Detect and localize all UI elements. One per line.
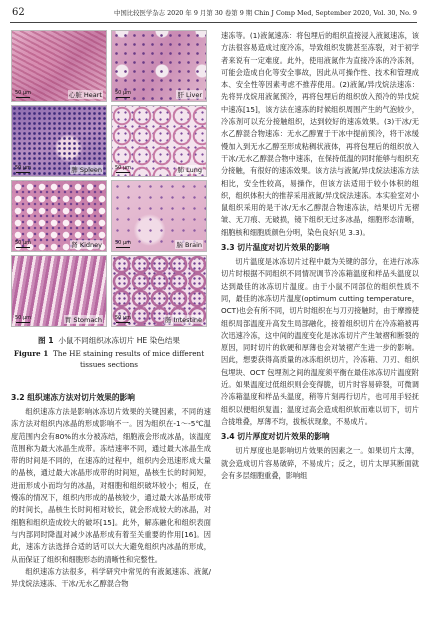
- scale-bar: [116, 247, 130, 248]
- left-column: [11, 392, 211, 590]
- scale-label: 50 μm: [115, 315, 132, 321]
- scale-label: 50 μm: [115, 90, 132, 96]
- panel-label: 心脏 Heart: [68, 91, 102, 99]
- panel-label: 脾 Spleen: [71, 166, 102, 174]
- figure-caption: [11, 335, 207, 370]
- panel-heart: [11, 30, 107, 102]
- page-header: [0, 0, 427, 24]
- scale-bar: [16, 97, 30, 98]
- section-3-2-title: 3.2 组织速冻方法对切片效果的影响: [11, 393, 135, 402]
- panel-label: 肝 Liver: [177, 91, 202, 99]
- journal-running-head: 中国比较医学杂志 2020 年 9 月第 30 卷第 9 期 Chin J Comp Med, September 2020, Vol. 30, No. 9: [113, 9, 417, 17]
- scale-label: 50 μm: [15, 165, 32, 171]
- body-paragraph: 切片温度是冰冻切片过程中最为关键的部分，在进行冰冻切片时根据不同组织不同情况调节冷冻箱温度和样品头温度以达到最佳的冰冻切片温度。由于小鼠不同部位的组织性质不同，最佳的冰冻切片温度(optimum cutting temperature，OCT)也会有所不同，切片时组织在与刀刃接触时，由于摩擦使组织局部温度升高发生局部融化，接着组织切片在冷冻箱被再次迅速冷冻，这中间的温度变化是冰冻切片产生皱褶和断裂的原因，同时切片的软硬和厚薄也会对皱褶产生进一步的影响。因此，想要获得高质量的冰冻组织切片，冷冻箱、刀刃、组织包埋块、OCT 包埋剂之间的温度须平衡在最佳冰冻切片温度附近。如果温度过低组织则会变得脆，切片时容易碎裂，可微调冷冻箱温度和样品头温度，稍等片刻再行切片，也可用手轻抚组织以便组织复温；温度过高会造成组织软而难以切下，切片合拢堆叠，厚薄不均，拔板状现象，不易成片。: [221, 257, 419, 426]
- panel-intestine: [111, 255, 207, 327]
- header-rule: [10, 22, 417, 23]
- caption-cn-number: 图 1: [37, 336, 54, 345]
- caption-cn-text: 小鼠不同组织冰冻切片 HE 染色结果: [58, 336, 180, 345]
- scale-label: 50 μm: [15, 240, 32, 246]
- scale-label: 50 μm: [15, 90, 32, 96]
- right-column: [221, 30, 419, 482]
- scale-bar: [16, 322, 30, 323]
- scale-bar: [16, 247, 30, 248]
- panel-label: 肠 Intestine: [164, 316, 202, 324]
- scale-bar: [116, 172, 130, 173]
- panel-label: 肾 Kidney: [71, 241, 102, 249]
- figure-1: [11, 30, 207, 370]
- body-paragraph: 速冻等。(1)液氮速冻：将包埋后的组织直接浸入液氮速冻，该方法很容易造成过度冷冻，导致组织发脆甚至冻裂，对于初学者来说有一定难度。此外，使用液氮作为直接冷冻的冷冻剂，可能会造成自化等安全事故，因此从可操作性、技术和管理成本、安全性等因素考虑不推荐使用。(2)液氮/异戊烷法速冻：先将异戊烷用液氮预冷，再将包埋后的组织放入预冷的异戊烷中速冻[15]，该方法在速冻的时候组织周围产生的气泡较少，冷冻剂可以充分接触组织，达到较好的速冻效果。(3)干冰/无水乙醇混合物速冻：无水乙醇置于干冰中提前预冷，将干冰缓慢加入到无水乙醇至形成粘稠状液体，再将包埋后的组织放入干冰/无水乙醇混合物中速冻，在保持低温的同时能够与组织充分接触，有很好的速冻效果。该方法与液氮/异戊烷法速冻方法相比，安全性较高，易操作，但该方法适用于较小体积的组织，组织体积大的推荐采用液氮/异戊烷法速冻。本实验室对小鼠组织采用的是干冰/无水乙醇混合物速冻法，结果切片无褶皱、无刀痕、无破损，镜下组织无过多冰晶，细胞形态清晰，细胞核和细胞质颜色分明，染色良好(见 3.3)。: [221, 31, 419, 237]
- panel-stomach: [11, 255, 107, 327]
- panel-spleen: [11, 105, 107, 177]
- section-3-4-title: 3.4 切片厚度对切片效果的影响: [221, 432, 330, 442]
- caption-english: [11, 349, 207, 370]
- panel-label: 胃 Stomach: [64, 316, 102, 324]
- scale-bar: [16, 172, 30, 173]
- panel-label: 脑 Brain: [176, 241, 202, 249]
- body-paragraph: 组织速冻方法很多，科学研究中常见的有液氮速冻、液氮/异戊烷法速冻、干冰/无水乙醇混合物: [11, 566, 211, 589]
- scale-label: 50 μm: [115, 240, 132, 246]
- caption-en-text: The HE staining results of mice different tissues sections: [52, 349, 205, 369]
- panel-kidney: [11, 180, 107, 252]
- panel-label: 肺 Lung: [177, 166, 202, 174]
- figure-panel-grid: [11, 30, 207, 327]
- panel-lung: [111, 105, 207, 177]
- scale-bar: [116, 97, 130, 98]
- scale-label: 50 μm: [15, 315, 32, 321]
- scale-label: 50 μm: [115, 165, 132, 171]
- panel-liver: [111, 30, 207, 102]
- caption-chinese: [11, 335, 207, 346]
- scale-bar: [116, 322, 130, 323]
- panel-brain: [111, 180, 207, 252]
- body-paragraph: 组织速冻方法是影响冰冻切片效果的关键因素，不同的速冻方法对组织内冰晶的形成影响不一。因为组织在-1～-5℃温度范围内会有80%的水分被冻结，细胞液会形成冰晶，该温度范围称为最大冰晶生成带。冻结速率不同，通过最大冰晶生成带的时间是不同的，在速冻的过程中，组织内会迅速形成大量的晶核，通过最大冰晶形成带的时间短，晶核生长的时间短，进而形成小而均匀的冰晶，对细胞和组织破坏较小；相反，在慢冻的情况下，组织内形成的晶核较少，通过最大冰晶形成带的时间长，晶核生长时间相对较长，就会形成较大的冰晶，对细胞和组织造成较大的破坏[15]。此外，解冻融化和组织表面与内部同时降温对减少冰晶形成有着至关重要的作用[16]。因此，速冻方法选择合适的话可以大大避免组织内冰晶的形成，从而保证了组织和细胞形态的清晰性和完整性。: [11, 407, 211, 564]
- caption-en-number: Figure 1: [13, 349, 49, 358]
- body-paragraph: 切片厚度也是影响切片效果的因素之一。如果切片太薄，就会造成切片容易破碎，不易成片；反之，切片太厚其断面就会有多层细胞重叠，影响组: [221, 446, 419, 480]
- section-3-3-title: 3.3 切片温度对切片效果的影响: [221, 243, 330, 253]
- page-number: 62: [12, 7, 25, 18]
